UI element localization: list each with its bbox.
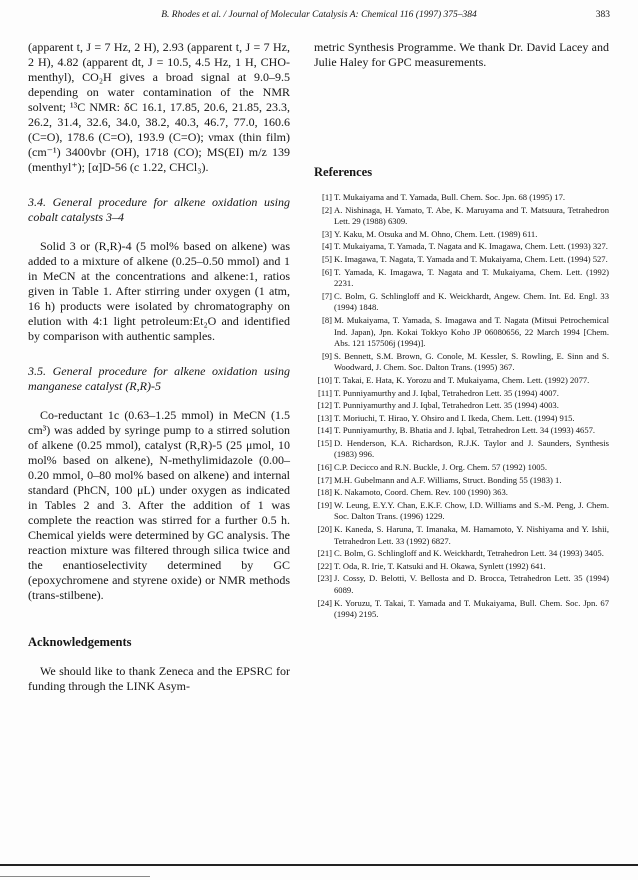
reference-text: C.P. Decicco and R.N. Buckle, J. Org. Chem. 57 (1992) 1005. <box>334 462 547 473</box>
reference-number: [8] <box>321 314 332 325</box>
reference-number: [13] <box>317 412 332 423</box>
reference-item <box>314 351 609 374</box>
reference-item <box>314 561 609 573</box>
reference-text: T. Mukaiyama, T. Yamada, T. Nagata and K. Imagawa, Chem. Lett. (1993) 327. <box>334 241 608 252</box>
reference-number: [21] <box>317 548 332 559</box>
reference-item <box>314 548 609 560</box>
reference-number: [11] <box>318 387 332 398</box>
reference-text: T. Mukaiyama and T. Yamada, Bull. Chem. Soc. Jpn. 68 (1995) 17. <box>334 192 566 202</box>
reference-number: [23] <box>317 573 332 584</box>
reference-item <box>314 438 609 461</box>
reference-text: W. Leung, E.Y.Y. Chan, E.K.F. Chow, I.D. Williams and S.-M. Peng, J. Chem. Soc. Dalton Trans. (1996) 1229. <box>334 499 609 522</box>
section-3-5-title: 3.5. General procedure for alkene oxidation using manganese catalyst (R,R)-5 <box>28 364 290 393</box>
running-head: B. Rhodes et al. / Journal of Molecular Catalysis A: Chemical 116 (1997) 375–384 <box>161 10 477 20</box>
reference-number: [14] <box>317 425 332 436</box>
reference-text: J. Cossy, D. Belotti, V. Bellosta and D. Brocca, Tetrahedron Lett. 35 (1994) 6089. <box>334 573 609 595</box>
reference-item <box>314 192 609 204</box>
reference-number: [7] <box>321 290 332 301</box>
reference-number: [20] <box>317 524 332 535</box>
page-bottom-rule <box>0 864 638 866</box>
reference-item <box>314 475 609 487</box>
reference-item <box>314 229 609 241</box>
reference-number: [12] <box>317 400 332 411</box>
reference-text: M.H. Gubelmann and A.F. Williams, Struct. Bonding 55 (1983) 1. <box>334 474 562 485</box>
reference-number: [18] <box>317 487 332 498</box>
nmr-data-paragraph: (apparent t, J = 7 Hz, 2 H), 2.93 (apparent t, J = 7 Hz, 2 H), 4.82 (apparent dt, J = 10.5, 4.5 Hz, 1 H, CHO-menthyl), CO₂H gives a broad signal at 9.0–9.5 depending on water contamination of the NMR solvent; ¹³C NMR: δC 16.1, 17.85, 20.6, 21.85, 23.3, 26.2, 31.4, 32.6, 34.0, 38.2, 40.3, 46.7, 77.0, 160.6 (C=O), 178.6 (C=O), 193.9 (C=O); νmax (thin film) (cm⁻¹) 3400vbr (OH), 1718 (CO); MS(EI) m/z 139 (menthyl⁺); [α]D-56 (c 1.22, CHCl₃). <box>28 40 290 174</box>
reference-text: K. Nakamoto, Coord. Chem. Rev. 100 (1990) 363. <box>334 487 508 498</box>
reference-item <box>314 388 609 400</box>
reference-item <box>314 375 609 387</box>
reference-text: K. Kaneda, S. Haruna, T. Imanaka, M. Hamamoto, Y. Nishiyama and Y. Ishii, Tetrahedron Lett. 33 (1992) 6827. <box>334 524 609 546</box>
reference-text: T. Yamada, K. Imagawa, T. Nagata and T. Mukaiyama, Chem. Lett. (1992) 2231. <box>334 266 609 289</box>
reference-item <box>314 598 609 621</box>
reference-item <box>314 400 609 412</box>
left-column <box>28 40 290 694</box>
reference-text: T. Punniyamurthy and J. Iqbal, Tetrahedron Lett. 35 (1994) 4003. <box>334 400 559 411</box>
reference-item <box>314 205 609 228</box>
reference-item <box>314 500 609 523</box>
acknowledgements-body: We should like to thank Zeneca and the EPSRC for funding through the LINK Asym- <box>28 664 290 693</box>
reference-text: T. Oda, R. Irie, T. Katsuki and H. Okawa, Synlett (1992) 641. <box>334 560 546 571</box>
reference-text: M. Mukaiyama, T. Yamada, S. Imagawa and T. Nagata (Mitsui Petrochemical Ind. Japan), Jpn. Kokai Tokkyo Koho JP 06080656, 22 March 1994 [Chem. Abs. 121 157506j (1994)]. <box>334 314 609 349</box>
reference-number: [9] <box>321 350 332 361</box>
reference-item <box>314 462 609 474</box>
reference-number: [5] <box>321 253 332 264</box>
reference-number: [2] <box>321 204 332 215</box>
reference-number: [22] <box>317 560 332 571</box>
reference-item <box>314 267 609 290</box>
reference-text: D. Henderson, K.A. Richardson, R.J.K. Taylor and J. Saunders, Synthesis (1983) 996. <box>334 437 609 460</box>
acknowledgements-heading: Acknowledgements <box>28 635 132 649</box>
reference-item <box>314 487 609 499</box>
reference-text: T. Punniyamurthy and J. Iqbal, Tetrahedron Lett. 35 (1994) 4007. <box>334 387 559 398</box>
reference-number: [6] <box>321 266 332 277</box>
reference-text: C. Bolm, G. Schlingloff and K. Weickhardt, Tetrahedron Lett. 34 (1993) 3405. <box>334 548 604 559</box>
reference-text: A. Nishinaga, H. Yamato, T. Abe, K. Maruyama and T. Matsuura, Tetrahedron Lett. 29 (1988) 6309. <box>334 204 609 227</box>
acknowledgements-continued: metric Synthesis Programme. We thank Dr. David Lacey and Julie Haley for GPC measurements. <box>314 40 609 69</box>
right-column <box>314 40 609 622</box>
reference-item <box>314 315 609 350</box>
reference-text: T. Moriuchi, T. Hirao, Y. Ohsiro and I. Ikeda, Chem. Lett. (1994) 915. <box>334 412 575 423</box>
reference-number: [4] <box>321 241 332 252</box>
reference-number: [19] <box>317 499 332 510</box>
reference-number: [17] <box>317 474 332 485</box>
reference-item <box>314 425 609 437</box>
reference-list <box>314 192 609 621</box>
reference-text: C. Bolm, G. Schlingloff and K. Weickhardt, Angew. Chem. Int. Ed. Engl. 33 (1994) 1848. <box>334 290 609 313</box>
page-footer-line <box>0 876 150 877</box>
running-header <box>28 10 610 26</box>
reference-number: [24] <box>317 597 332 608</box>
reference-text: Y. Kaku, M. Otsuka and M. Ohno, Chem. Lett. (1989) 611. <box>334 228 538 239</box>
section-3-4-title: 3.4. General procedure for alkene oxidation using cobalt catalysts 3–4 <box>28 195 290 224</box>
reference-text: K. Yoruzu, T. Takai, T. Yamada and T. Mukaiyama, Bull. Chem. Soc. Jpn. 67 (1994) 2195. <box>334 597 609 620</box>
reference-number: [10] <box>317 374 332 385</box>
reference-number: [16] <box>317 462 332 473</box>
reference-item <box>314 573 609 596</box>
reference-text: S. Bennett, S.M. Brown, G. Conole, M. Kessler, S. Rowling, E. Sinn and S. Woodward, J. Chem. Soc. Dalton Trans. (1995) 367. <box>334 350 609 373</box>
reference-text: T. Punniyamurthy, B. Bhatia and J. Iqbal, Tetrahedron Lett. 34 (1993) 4657. <box>334 425 596 436</box>
reference-number: [1] <box>321 192 332 202</box>
page-number: 383 <box>595 10 610 20</box>
reference-item <box>314 413 609 425</box>
reference-item <box>314 291 609 314</box>
reference-text: T. Takai, E. Hata, K. Yorozu and T. Mukaiyama, Chem. Lett. (1992) 2077. <box>334 374 590 385</box>
reference-text: K. Imagawa, T. Nagata, T. Yamada and T. Mukaiyama, Chem. Lett. (1994) 527. <box>334 253 608 264</box>
section-3-4-body: Solid 3 or (R,R)-4 (5 mol% based on alkene) was added to a mixture of alkene (0.25–0.50 mmol) and 1 in MeCN at the concentrations and alkene:1, ratios given in Table 1. After stirring under oxygen (1 atm, 16 h) products were isolated by chromatography on elution with 4:1 light petroleum:Et₂O and identified by comparison with authentic samples. <box>28 239 290 343</box>
references-heading: References <box>314 165 373 179</box>
reference-number: [15] <box>317 437 332 448</box>
reference-number: [3] <box>321 228 332 239</box>
section-3-5-body: Co-reductant 1c (0.63–1.25 mmol) in MeCN (1.5 cm³) was added by syringe pump to a stirred solution of alkene (0.25 mmol), catalyst (R,R)-5 (25 μmol, 10 mol% based on alkene), N-methylimidazole (0.00–0.20 mmol, 0–80 mol% based on alkene) and internal standard (PhCN, 100 μL) under oxygen as indicated in Tables 2 and 3. After the addition of 1 was complete the reaction was stirred for a further 0.5 h. Chemical yields were determined by GC analysis. The reaction mixture was filtered through silica twice and the enantioselectivity determined by GC (epoxychromene and styrene oxide) or NMR methods (trans-stilbene). <box>28 408 290 602</box>
reference-item <box>314 524 609 547</box>
reference-item <box>314 254 609 266</box>
reference-item <box>314 241 609 253</box>
